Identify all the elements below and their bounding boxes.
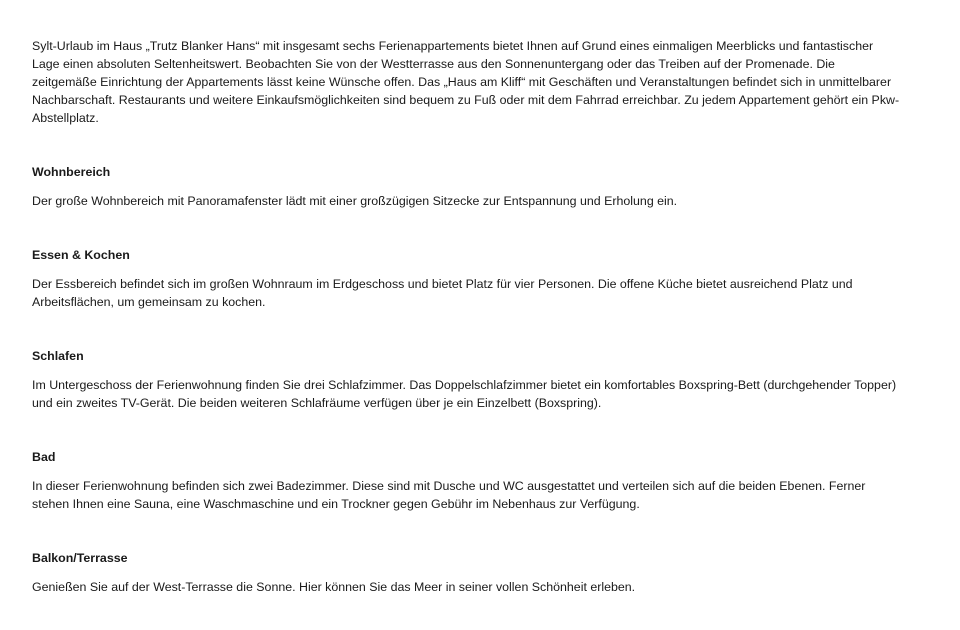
section-schlafen — [32, 347, 902, 412]
section-heading: Balkon/Terrasse — [32, 551, 128, 565]
section-text: Im Untergeschoss der Ferienwohnung finden Sie drei Schlafzimmer. Das Doppelschlafzimmer bietet ein komfortables Boxspring-Bett (durchgehender Topper) und ein zweites TV-Gerät. Die beiden weiteren Schlafräume verfügen über je ein Einzelbett (Boxspring). — [32, 378, 897, 410]
section-text: Der Essbereich befindet sich im großen Wohnraum im Erdgeschoss und bietet Platz für vier Personen. Die offene Küche bietet ausreichend Platz und Arbeitsflächen, um gemeinsam zu kochen. — [32, 277, 853, 309]
section-heading: Essen & Kochen — [32, 248, 130, 262]
section-wohnbereich — [32, 163, 902, 210]
section-balkon-terrasse — [32, 549, 902, 596]
document-body — [32, 37, 902, 596]
section-text: Der große Wohnbereich mit Panoramafenster lädt mit einer großzügigen Sitzecke zur Entspannung und Erholung ein. — [32, 194, 678, 208]
section-essen-kochen — [32, 246, 902, 311]
intro-paragraph: Sylt-Urlaub im Haus „Trutz Blanker Hans“ mit insgesamt sechs Ferienappartements bietet Ihnen auf Grund eines einmaligen Meerblicks und fantastischer Lage einen absoluten Seltenheitswert. Beobachten Sie von der Westterrasse aus den Sonnenuntergang oder das Treiben auf der Promenade. Die zeitgemäße Einrichtung der Appartements lässt keine Wünsche offen. Das „Haus am Kliff“ mit Geschäften und Veranstaltungen befindet sich in unmittelbarer Nachbarschaft. Restaurants und weitere Einkaufsmöglichkeiten sind bequem zu Fuß oder mit dem Fahrrad erreichbar. Zu jedem Appartement gehört ein Pkw-Abstellplatz. — [32, 39, 900, 125]
section-text: In dieser Ferienwohnung befinden sich zwei Badezimmer. Diese sind mit Dusche und WC ausgestattet und verteilen sich auf die beiden Ebenen. Ferner stehen Ihnen eine Sauna, eine Waschmaschine und ein Trockner gegen Gebühr im Nebenhaus zur Verfügung. — [32, 479, 866, 511]
section-bad — [32, 448, 902, 513]
section-heading: Bad — [32, 450, 56, 464]
section-text: Genießen Sie auf der West-Terrasse die Sonne. Hier können Sie das Meer in seiner vollen Schönheit erleben. — [32, 580, 636, 594]
section-heading: Wohnbereich — [32, 165, 111, 179]
section-heading: Schlafen — [32, 349, 84, 363]
